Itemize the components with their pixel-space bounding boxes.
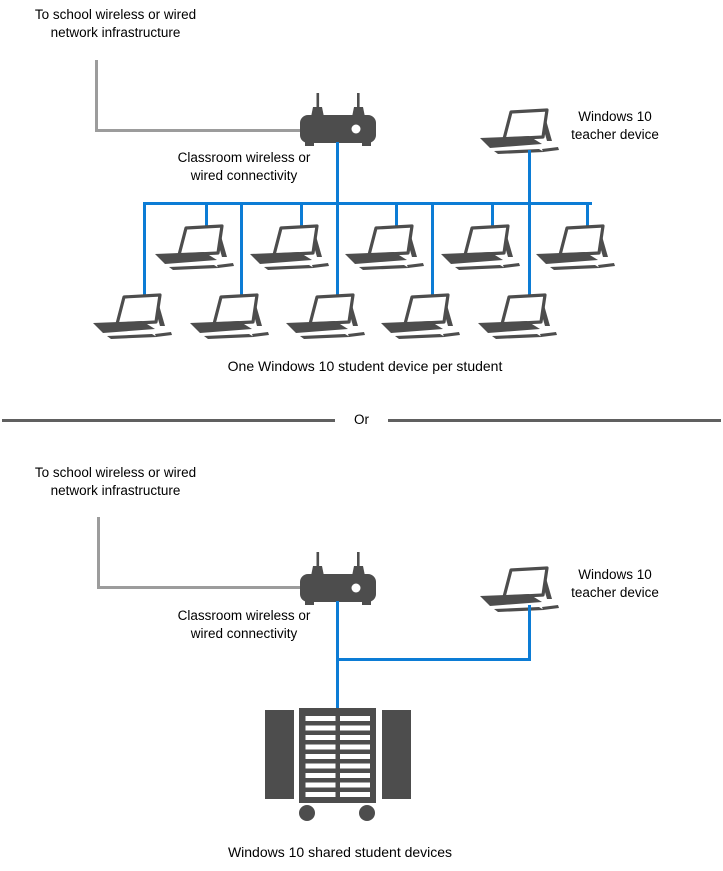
infrastructure-label xyxy=(18,6,213,42)
uplink-line-horizontal xyxy=(95,129,302,132)
teacher-label-line2: teacher device xyxy=(571,585,659,600)
wireless-access-point-icon xyxy=(300,92,376,148)
uplink-line-horizontal xyxy=(97,586,302,589)
teacher-device-label xyxy=(560,108,670,144)
student-device-icon xyxy=(92,293,172,344)
student-device-icon xyxy=(154,224,234,275)
router-to-cart-line xyxy=(336,601,339,710)
student-device-icon xyxy=(440,224,520,275)
student-device-icon xyxy=(344,224,424,275)
connectivity-label-line2: wired connectivity xyxy=(190,626,298,641)
divider-label: Or xyxy=(354,412,369,427)
student-drop-line xyxy=(143,202,146,298)
device-charging-cart-icon xyxy=(263,707,413,823)
teacher-label-line2: teacher device xyxy=(571,127,659,142)
uplink-line-vertical xyxy=(95,60,98,132)
infrastructure-label-line1: To school wireless or wired xyxy=(34,465,197,480)
teacher-drop-line xyxy=(528,605,531,661)
connectivity-label xyxy=(160,149,328,185)
section-caption: One Windows 10 student device per student xyxy=(227,358,503,374)
student-drop-line xyxy=(431,202,434,298)
wireless-access-point-icon xyxy=(300,551,376,607)
section-caption: Windows 10 shared student devices xyxy=(227,844,453,860)
teacher-device-icon xyxy=(479,108,559,159)
connectivity-label xyxy=(160,607,328,643)
teacher-device-label xyxy=(560,566,670,602)
teacher-junction-line xyxy=(336,658,531,661)
teacher-device-icon xyxy=(479,566,559,617)
divider-line-right xyxy=(388,419,721,422)
teacher-label-line1: Windows 10 xyxy=(578,109,652,124)
infrastructure-label-line1: To school wireless or wired xyxy=(34,7,197,22)
student-device-icon xyxy=(285,293,365,344)
student-device-icon xyxy=(535,224,615,275)
connectivity-label-line1: Classroom wireless or xyxy=(177,150,311,165)
uplink-line-vertical xyxy=(97,517,100,589)
connectivity-label-line2: wired connectivity xyxy=(190,168,298,183)
student-device-icon xyxy=(477,293,557,344)
router-drop-line xyxy=(336,142,339,298)
student-device-icon xyxy=(380,293,460,344)
connectivity-label-line1: Classroom wireless or xyxy=(177,608,311,623)
infrastructure-label-line2: network infrastructure xyxy=(50,483,181,498)
student-device-icon xyxy=(189,293,269,344)
lan-bus-line xyxy=(144,202,592,205)
teacher-drop-line xyxy=(528,150,531,298)
infrastructure-label-line2: network infrastructure xyxy=(50,25,181,40)
teacher-label-line1: Windows 10 xyxy=(578,567,652,582)
student-drop-line xyxy=(240,202,243,298)
infrastructure-label xyxy=(18,464,213,500)
student-device-icon xyxy=(249,224,329,275)
